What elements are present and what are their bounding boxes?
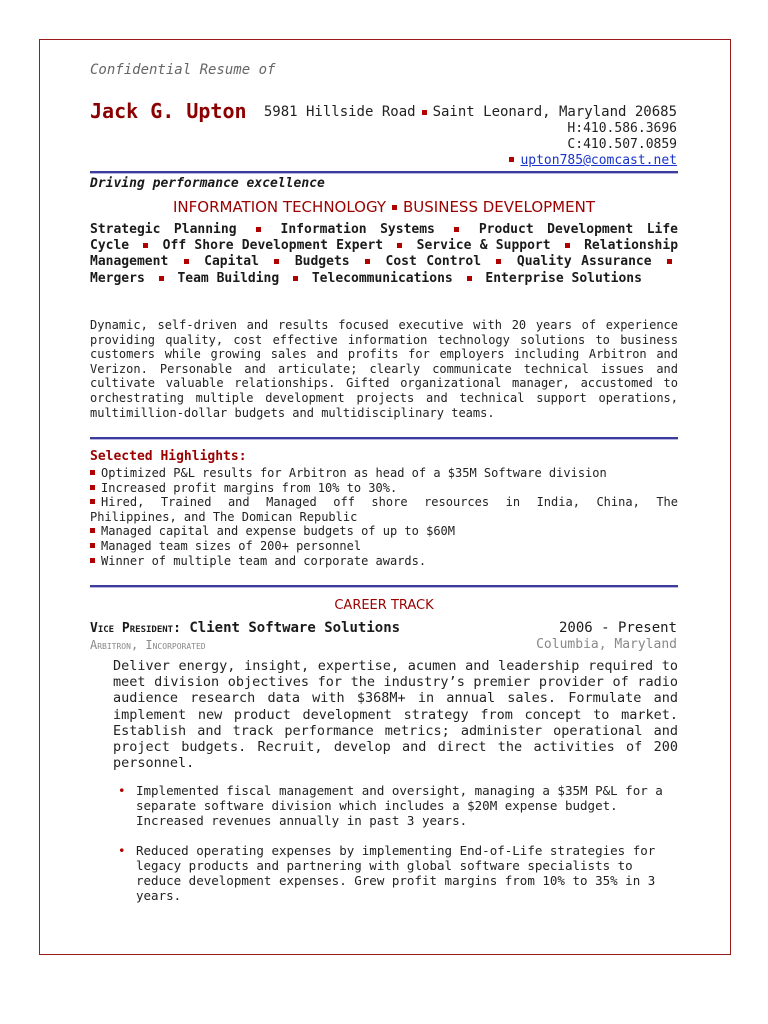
skill-separator-icon [159, 276, 164, 281]
street-address: 5981 Hillside Road [263, 104, 416, 120]
skill-separator-icon [365, 259, 370, 264]
cell-phone: C:410.507.0859 [567, 137, 677, 152]
skill-separator-icon [467, 276, 472, 281]
summary-paragraph: Dynamic, self-driven and results focused executive with 20 years of experience providing quality, cost effective information technology solutions to business customers while growing sales and profits for employers including Arbitron and Verizon. Personable and articulate; clearly communicate technical issues and cultivate valuable relationships. Gifted organizational manager, accustomed to orchestrating multiple development projects and technical support operations, multimillion-dollar budgets and multidisciplinary teams. [90, 318, 678, 420]
highlight-bullet-icon [90, 470, 95, 475]
skill-separator-icon [667, 259, 672, 264]
highlight-text: Managed team sizes of 200+ personnel [101, 538, 362, 553]
highlight-text: Hired, Trained and Managed off shore resources in India, China, The Philippines, and The Domican Republic [90, 495, 678, 524]
skill-item: Relationship Management [90, 238, 679, 270]
headline [90, 198, 678, 216]
highlight-item [90, 481, 678, 496]
highlight-item [90, 495, 678, 524]
highlights-list [90, 466, 678, 568]
separator-bullet-icon [422, 110, 427, 115]
highlights-title: Selected Highlights: [90, 449, 247, 464]
skill-separator-icon [293, 276, 298, 281]
headline-left: INFORMATION TECHNOLOGY [173, 198, 387, 216]
summary-divider [90, 437, 678, 440]
skill-item: Mergers [90, 270, 145, 286]
home-phone: H:410.586.3696 [567, 121, 677, 136]
skill-item: Service & Support [416, 238, 551, 254]
highlight-bullet-icon [90, 499, 95, 504]
skill-item: Off Shore Development Expert [162, 238, 384, 254]
highlight-bullet-icon [90, 543, 95, 548]
highlight-bullet-icon [90, 558, 95, 563]
skill-item: Cost Control [385, 254, 482, 270]
address-line [264, 104, 677, 120]
skill-item: Quality Assurance [516, 254, 652, 270]
skill-item: Product Development Life Cycle [90, 222, 679, 254]
skill-separator-icon [397, 243, 402, 248]
skill-separator-icon [454, 227, 459, 232]
highlight-text: Managed capital and expense budgets of up to $60M [101, 524, 456, 539]
email-link[interactable]: upton785@comcast.net [520, 153, 677, 168]
skill-separator-icon [143, 243, 148, 248]
skill-separator-icon [565, 243, 570, 248]
achievement-item [118, 843, 678, 903]
skill-separator-icon [496, 259, 501, 264]
highlight-text: Winner of multiple team and corporate awards. [101, 553, 427, 568]
city-state-zip: Saint Leonard, Maryland 20685 [432, 104, 677, 120]
skill-separator-icon [256, 227, 261, 232]
confidential-label: Confidential Resume of [90, 62, 276, 78]
skills-list [90, 222, 678, 287]
career-track-heading: CAREER TRACK [334, 598, 434, 613]
email-row [509, 153, 677, 168]
highlight-bullet-icon [90, 485, 95, 490]
headline-separator-icon [392, 205, 397, 210]
job-description: Deliver energy, insight, expertise, acumen and leadership required to meet division objectives for the industry’s premier provider of radio audience research data with $368M+ in annual sales. Formulate and implement new product development strategy from concept to market. Establish and track performance metrics; administer operational and project budgets. Recruit, develop and direct the activities of 200 personnel. [113, 658, 678, 772]
achievement-bullet-icon: • [118, 843, 126, 858]
highlight-bullet-icon [90, 528, 95, 533]
skill-separator-icon [184, 259, 189, 264]
header-divider [90, 171, 678, 174]
skill-item: Information Systems [280, 222, 435, 237]
skill-item: Capital [204, 254, 259, 270]
job-title-prefix: Vice President: [90, 621, 181, 636]
highlight-item [90, 554, 678, 569]
highlight-item [90, 524, 678, 539]
highlight-item [90, 466, 678, 481]
highlight-text: Increased profit margins from 10% to 30%. [101, 480, 398, 495]
achievement-item [118, 783, 678, 828]
highlight-item [90, 539, 678, 554]
skill-item: Budgets [294, 254, 350, 270]
achievement-text: Implemented fiscal management and oversight, managing a $35M P&L for a separate software division which includes a $20M expense budget. Increased revenues annually in past 3 years. [136, 783, 663, 828]
headline-right: BUSINESS DEVELOPMENT [403, 198, 595, 216]
skill-item: Enterprise Solutions [485, 270, 642, 286]
job-title [90, 620, 400, 636]
company-name: Arbitron, Incorporated [90, 638, 206, 652]
tagline: Driving performance excellence [90, 176, 325, 191]
job-title-text: Client Software Solutions [189, 620, 401, 636]
job-location: Columbia, Maryland [536, 637, 677, 652]
candidate-name: Jack G. Upton [90, 99, 247, 123]
skill-item: Telecommunications [311, 270, 453, 286]
highlights-divider [90, 585, 678, 588]
skill-item: Team Building [177, 270, 280, 286]
achievement-text: Reduced operating expenses by implementing End-of-Life strategies for legacy products and partnering with global software specialists to reduce development expenses. Grew profit margins from 10% to 35% in 3 years. [136, 843, 656, 903]
highlight-text: Optimized P&L results for Arbitron as head of a $35M Software division [101, 466, 607, 480]
email-bullet-icon [509, 157, 514, 162]
job-dates: 2006 - Present [558, 620, 677, 636]
achievement-bullet-icon: • [118, 783, 126, 798]
skill-item: Strategic Planning [90, 222, 237, 237]
skill-separator-icon [274, 259, 279, 264]
